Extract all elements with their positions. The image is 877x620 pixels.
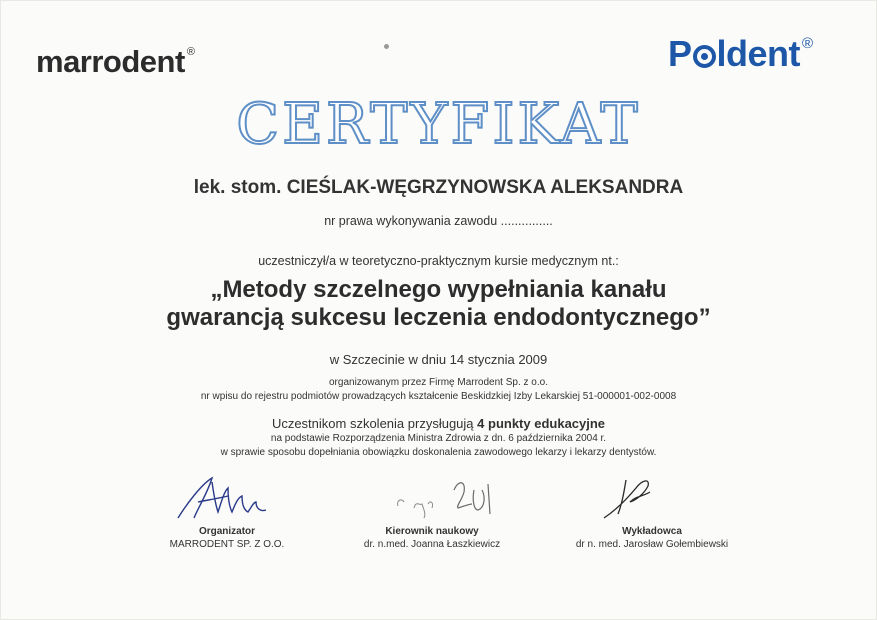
signature-role: Wykładowca [622,526,682,537]
poldent-logo [668,33,813,75]
organizer-line: organizowanym przez Firmę Marrodent Sp. z o.o. [329,377,548,388]
registered-mark: ® [802,35,813,52]
signature-scientific-director [322,526,542,550]
legal-basis-line-1: na podstawie Rozporządzenia Ministra Zdrowia z dn. 6 października 2004 r. [270,433,607,444]
points-value: 4 punkty edukacyjne [477,416,606,431]
course-title-line-1: „Metody szczelnego wypełniania kanału [210,276,667,303]
licence-number-line: nr prawa wykonywania zawodu ............... [324,214,553,228]
course-title [0,276,877,332]
marrodent-logo-text: marrodent [36,44,185,79]
signature-person: dr. n.med. Joanna Łaszkiewicz [363,539,501,550]
legal-basis-line-2: w sprawie sposobu dopełniania obowiązku doskonalenia zawodowego lekarzy i lekarzy dentystów. [220,447,657,458]
stray-mark [384,44,389,49]
registered-mark: ® [186,45,195,58]
education-points [0,416,877,431]
poldent-logo-prefix: P [668,33,692,74]
marrodent-logo [36,44,194,80]
lecturer-signature [596,470,666,524]
recipient-name: lek. stom. CIEŚLAK-WĘGRZYNOWSKA ALEKSANDRA [193,177,684,198]
poldent-o-icon [693,45,716,68]
signature-organizer [117,526,337,550]
organizer-signature [168,472,288,524]
registry-line: nr wpisu do rejestru podmiotów prowadzących kształcenie Beskidzkiej Izby Lekarskiej 51-000001-002-0008 [200,391,677,402]
signature-role: Organizator [198,526,256,537]
points-prefix: Uczestnikom szkolenia przysługują [271,416,474,431]
poldent-logo-suffix: ldent [716,33,801,74]
certificate-title: CERTYFIKAT [236,92,641,157]
participation-statement: uczestniczył/a w teoretyczno-praktycznym kursie medycznym nt.: [258,254,619,268]
signature-person: dr n. med. Jarosław Gołembiewski [575,539,729,550]
scientific-director-signature [392,470,502,526]
place-and-date: w Szczecinie w dniu 14 stycznia 2009 [329,352,548,367]
signature-lecturer [542,526,762,550]
signature-person: MARRODENT SP. Z O.O. [169,539,285,550]
signature-role: Kierownik naukowy [385,526,479,537]
course-title-line-2: gwarancją sukcesu leczenia endodontycznego” [166,304,711,331]
